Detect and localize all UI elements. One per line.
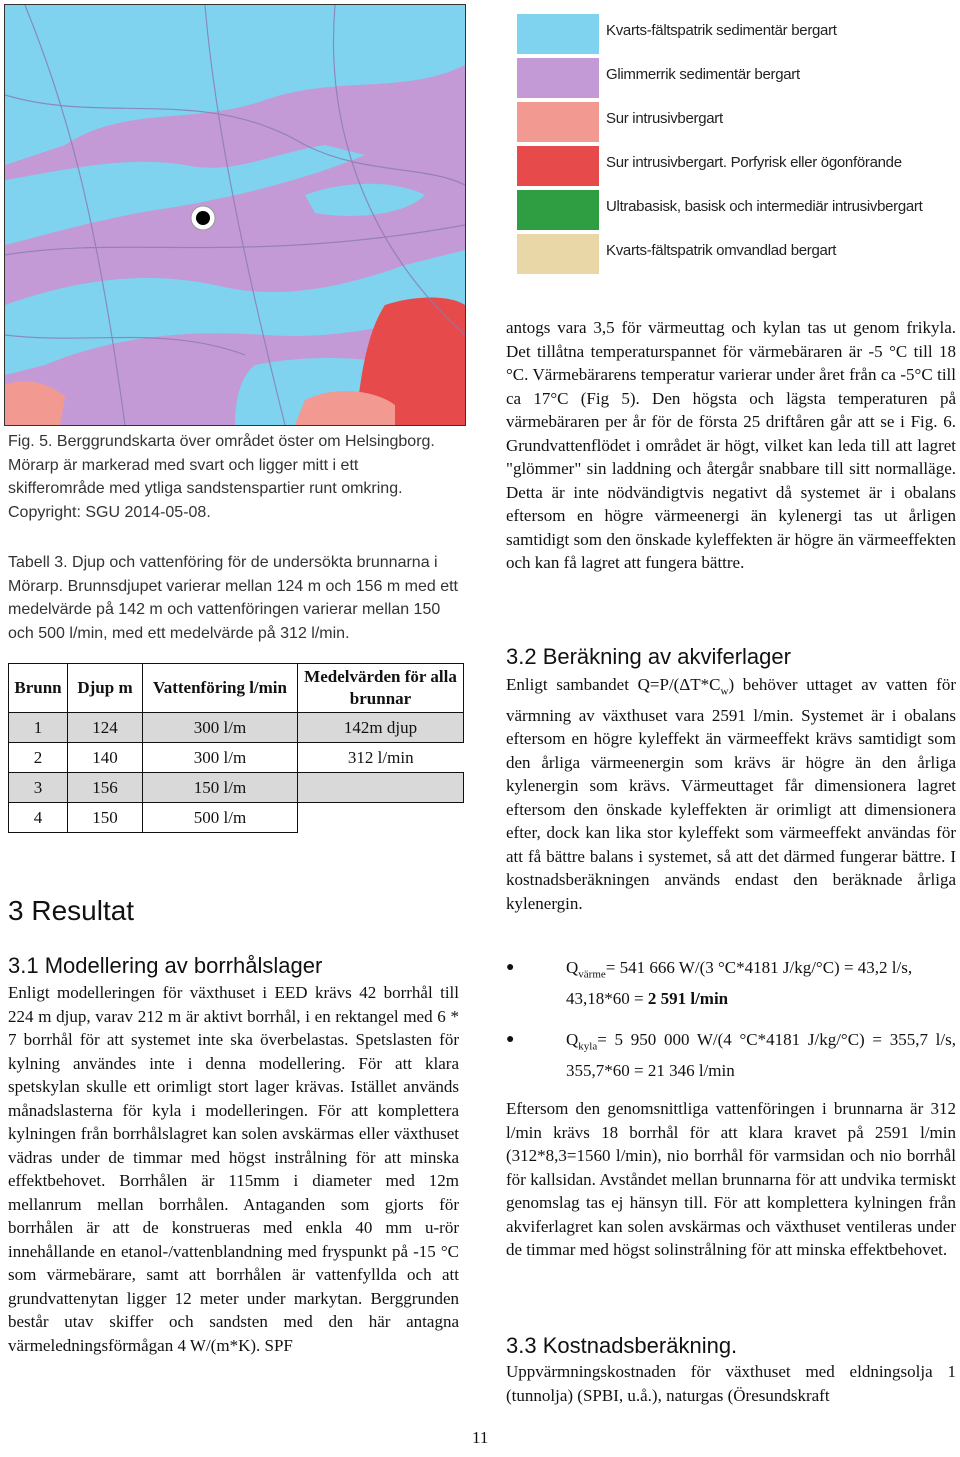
legend-swatch [517,102,599,142]
column-header: Brunn [9,664,68,713]
legend-item [514,188,954,232]
section-3-2-text [506,673,956,915]
section-3-1-title: 3.1 Modellering av borrhålslager [8,953,323,978]
table-cell: 140 [68,743,143,773]
paragraph-text: ) behöver uttaget av vatten för värmning av växthuset vara 2591 l/min. Systemet är i obalans eftersom en högre kyleffekt än värmeeffekt krävs samtidigt som den årliga värmeenergin som krävs är högre än den årliga kylenergin som krävs. Värmeuttaget får dimensionera lagret eftersom den önskade kyleffekten är orimligt att dimensionera efter, dock kan lika stor kyleffekt som värmeeffekt användas för att få bättre balans i systemet, så att det därmed fungerar bättre. I kostnadsberäkningen används endast den beräknade årliga kylenergin. [506,675,956,913]
bullet-icon: ● [506,1032,515,1047]
table-cell [298,803,464,833]
table-cell: 312 l/min [347,747,414,767]
page-number: 11 [472,1428,489,1447]
bullet-bold: 2 591 l/min [647,988,729,1008]
right-column-top-text [506,316,956,575]
table-cell: 500 l/m [143,803,298,833]
table-cell: 124 [68,713,143,743]
bullet-q: Q [566,1030,579,1049]
paragraph: antogs vara 3,5 för värmeuttag och kylan tas ut genom frikyla. Det tillåtna temperaturspannet för värmebäraren är -5 °C till 18 °C. Värmebärarens temperatur varierar under året från ca -5°C till ca 17°C (Fig 5). Den högsta och lägsta temperaturen på värmebäraren per år för de första 25 driftåren går att se i Fig. 6. Grundvattenflödet i området är högt, vilket kan leda till att lagret "glömmer" sin laddning och återgår snabbare till sitt normalläge. Detta är inte nödvändigtvis negativt då systemet är i obalans eftersom en högre värmeenergi än kylenergi tas ut årligen samtidigt som den önskade kyleffekten är högre än värmeeffekten och kan få lagret att fungera bättre. [506,318,956,572]
bullet-item [506,956,956,1010]
formula-subscript: w [720,685,729,698]
bullet-icon: ● [506,960,515,975]
section-3-3-title: 3.3 Kostnadsberäkning. [506,1333,738,1358]
fig5-caption: Fig. 5. Berggrundskarta över området öster om Helsingborg. Mörarp är markerad med svart och ligger mitt i ett skifferområde med ytliga sandstenspartier runt omkring. Copyright: SGU 2014-05-08. [8,433,435,521]
bullet-sub: värme [578,968,606,981]
legend-item [514,100,954,144]
bullet-sub: kyla [578,1040,598,1053]
paragraph: Eftersom den genomsnittliga vattenföringen i brunnarna är 312 l/min krävs 18 borrhål för att klara kravet på 2591 l/min (312*8,3=1560 l/min), nio borrhål för varmsidan och nio borrhål för kallsidan. Avståndet mellan brunnarna för att undvika termiskt genomslag tas ej hänsyn till. För att komplettera kylningen från akviferlagret kan solen avskärmas och växthuset ventileras under de timmar med högst solinstrålning för att minska effektbehovet. [506,1099,956,1259]
column-header: Vattenföring l/min [143,664,298,713]
table-cell: 156 [68,773,143,803]
section-3-3-text [506,1360,956,1407]
table-row [9,743,464,773]
legend-swatch [517,58,599,98]
formula-text: Enligt sambandet Q=P/(ΔT*C [506,675,721,694]
table-row [9,803,464,833]
legend-swatch [517,14,599,54]
legend-label: Ultrabasisk, basisk och intermediär intrusivbergart [606,198,923,215]
legend-swatch [517,234,599,274]
table-cell: 4 [9,803,68,833]
table-cell: 300 l/m [143,743,298,773]
after-bullets-text [506,1097,956,1262]
bullet-item [506,1028,956,1082]
paragraph: Enligt modelleringen för växthuset i EED krävs 42 borrhål till 224 m djup, varav 212 m är aktivt borrhål, i en rektangel med 6 * 7 borrhål för att systemet inte ska överbelastas. Spetslasten för kylning användes inte i denna modellering. För att klara spetskylan skulle ett orimligt stort lager krävas. Istället används månadslasterna för kyla i modelleringen. För att komplettera kylningen från borrhålslagret kan solen avskärmas eller växthuset vädras under de timmar med högst instrålning för att minska effektbehovet. Borrhålen är 115mm i diameter med 12m mellanrum mellan borrhålen. Antaganden som gjorts för borrhålen är att de konstrueras med enkla 40 mm u-rör innehållande en etanol-/vattenblandning med fryspunkt på -15 °C som värmebärare, samt att borrhålen är vattenfyllda och att grundvattenytan ligger 12 meter under markytan. Berggrunden består utav skiffer och sandsten med den här antagna värmeledningsförmågan 4 W/(m*K). SPF [8,983,459,1355]
table-cell: 1 [9,713,68,743]
table-header-row [9,664,464,713]
geology-map [4,4,466,426]
table-cell [298,773,464,803]
legend-label: Sur intrusivbergart [606,110,723,127]
paragraph: Uppvärmningskostnaden för växthuset med eldningsolja 1 (tunnolja) (SPBI, u.å.), naturgas (Öresundskraft [506,1362,956,1405]
table-cell: 3 [9,773,68,803]
bullet-text: = 541 666 W/(3 °C*4181 J/kg/°C) = 43,2 l/s, 43,18*60 = [566,958,913,1008]
table-cell: 142m djup [298,713,464,743]
column-header: Djup m [68,664,143,713]
bullet-text: = 5 950 000 W/(4 °C*4181 J/kg/°C) = 355,7 l/s, 355,7*60 = 21 346 l/min [566,1030,956,1080]
section-3-1-text [8,981,459,1357]
section-3-2-title: 3.2 Beräkning av akviferlager [506,644,791,669]
legend-item [514,144,954,188]
table-cell: 150 l/m [143,773,298,803]
legend-item [514,232,954,276]
table3-caption: Tabell 3. Djup och vattenföring för de undersökta brunnarna i Mörarp. Brunnsdjupet varierar mellan 124 m och 156 m med ett medelvärde på 142 m och vattenföringen varierar mellan 150 och 500 l/min, med ett medelvärde på 312 l/min. [8,554,458,642]
section-3-title: 3 Resultat [8,895,135,926]
legend-item [514,12,954,56]
paragraph [506,673,956,915]
legend-swatch [517,190,599,230]
wells-table [8,663,464,833]
legend-label: Kvarts-fältspatrik sedimentär bergart [606,22,837,39]
table-cell: 300 l/m [143,713,298,743]
legend-label: Sur intrusivbergart. Porfyrisk eller ögonförande [606,154,902,171]
legend-label: Glimmerrik sedimentär bergart [606,66,800,83]
bullet-q: Q [566,958,579,977]
map-legend [514,12,954,276]
table-row [9,773,464,803]
column-header: Medelvärden för alla brunnar [298,664,464,713]
legend-label: Kvarts-fältspatrik omvandlad bergart [606,242,837,259]
table-row [9,713,464,743]
table-cell: 150 [68,803,143,833]
legend-swatch [517,146,599,186]
geology-map-image [5,5,465,425]
legend-item [514,56,954,100]
table-cell: 2 [9,743,68,773]
